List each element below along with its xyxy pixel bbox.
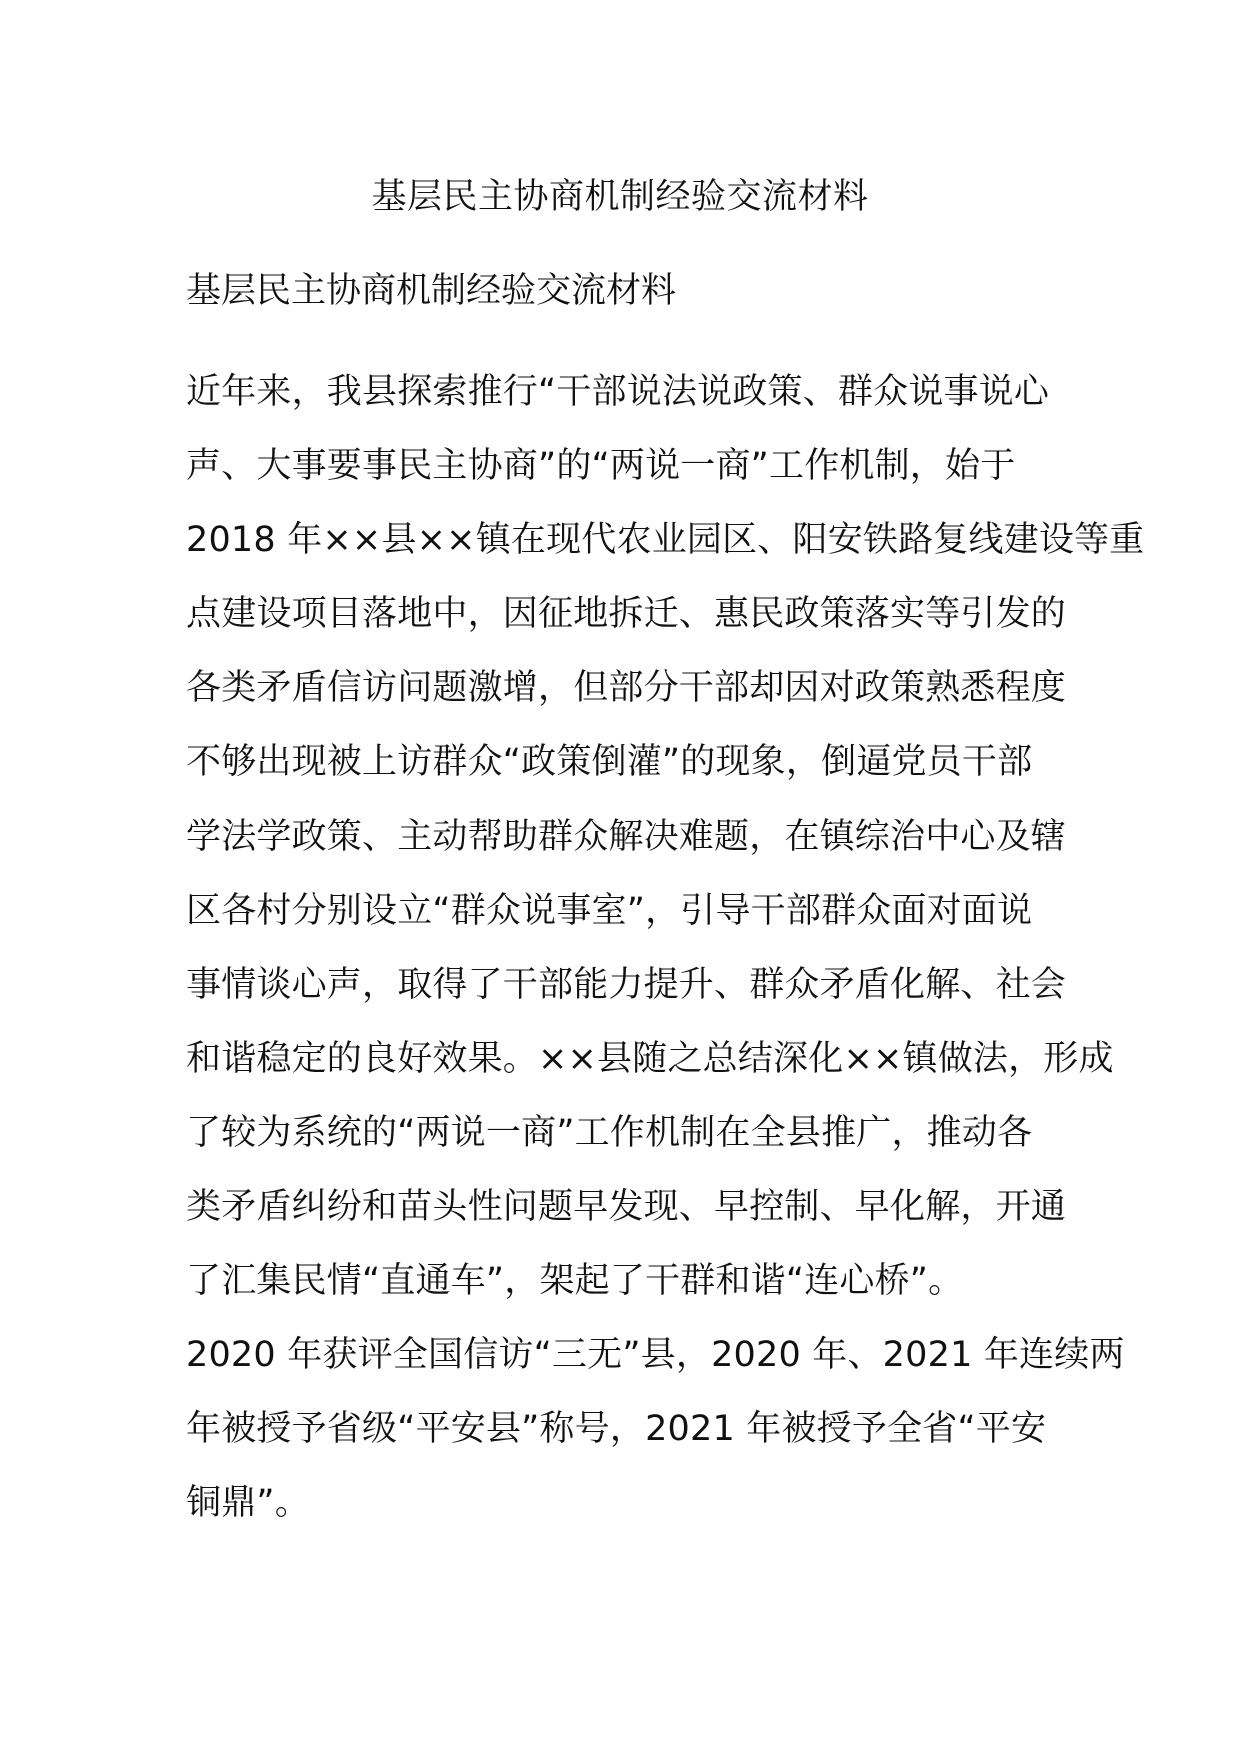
paragraph-line: 了较为系统的“两说一商”工作机制在全县推广，推动各 bbox=[186, 1112, 1033, 1153]
paragraph-line: 各类矛盾信访问题激增，但部分干部却因对政策熟悉程度 bbox=[186, 668, 1067, 709]
paragraph-line: 年被授予省级“平安县”称号，2021 年被授予全省“平安 bbox=[186, 1409, 1047, 1450]
document-subtitle: 基层民主协商机制经验交流材料 bbox=[186, 271, 677, 311]
paragraph-line: 了汇集民情“直通车”，架起了干群和谐“连心桥”。 bbox=[186, 1261, 964, 1302]
paragraph-line: 铜鼎”。 bbox=[186, 1483, 310, 1524]
paragraph-line: 点建设项目落地中，因征地拆迁、惠民政策落实等引发的 bbox=[186, 594, 1067, 635]
paragraph-line: 学法学政策、主动帮助群众解决难题，在镇综治中心及辖 bbox=[186, 816, 1067, 857]
document-title: 基层民主协商机制经验交流材料 bbox=[371, 177, 869, 217]
paragraph-line: 区各村分别设立“群众说事室”，引导干部群众面对面说 bbox=[186, 890, 1033, 931]
paragraph-line: 近年来，我县探索推行“干部说法说政策、群众说事说心 bbox=[186, 372, 1050, 412]
body-paragraph bbox=[186, 355, 1145, 1541]
paragraph-line: 不够出现被上访群众“政策倒灌”的现象，倒逼党员干部 bbox=[186, 742, 1033, 783]
paragraph-line: 2020 年获评全国信访“三无”县，2020 年、2021 年连续两 bbox=[186, 1335, 1125, 1376]
paragraph-line: 和谐稳定的良好效果。××县随之总结深化××镇做法，形成 bbox=[186, 1038, 1114, 1079]
paragraph-line: 类矛盾纠纷和苗头性问题早发现、早控制、早化解，开通 bbox=[186, 1187, 1067, 1228]
paragraph-line: 事情谈心声，取得了干部能力提升、群众矛盾化解、社会 bbox=[186, 964, 1067, 1005]
paragraph-line: 2018 年××县××镇在现代农业园区、阳安铁路复线建设等重 bbox=[186, 520, 1145, 561]
paragraph-line: 声、大事要事民主协商”的“两说一商”工作机制，始于 bbox=[186, 446, 1016, 487]
